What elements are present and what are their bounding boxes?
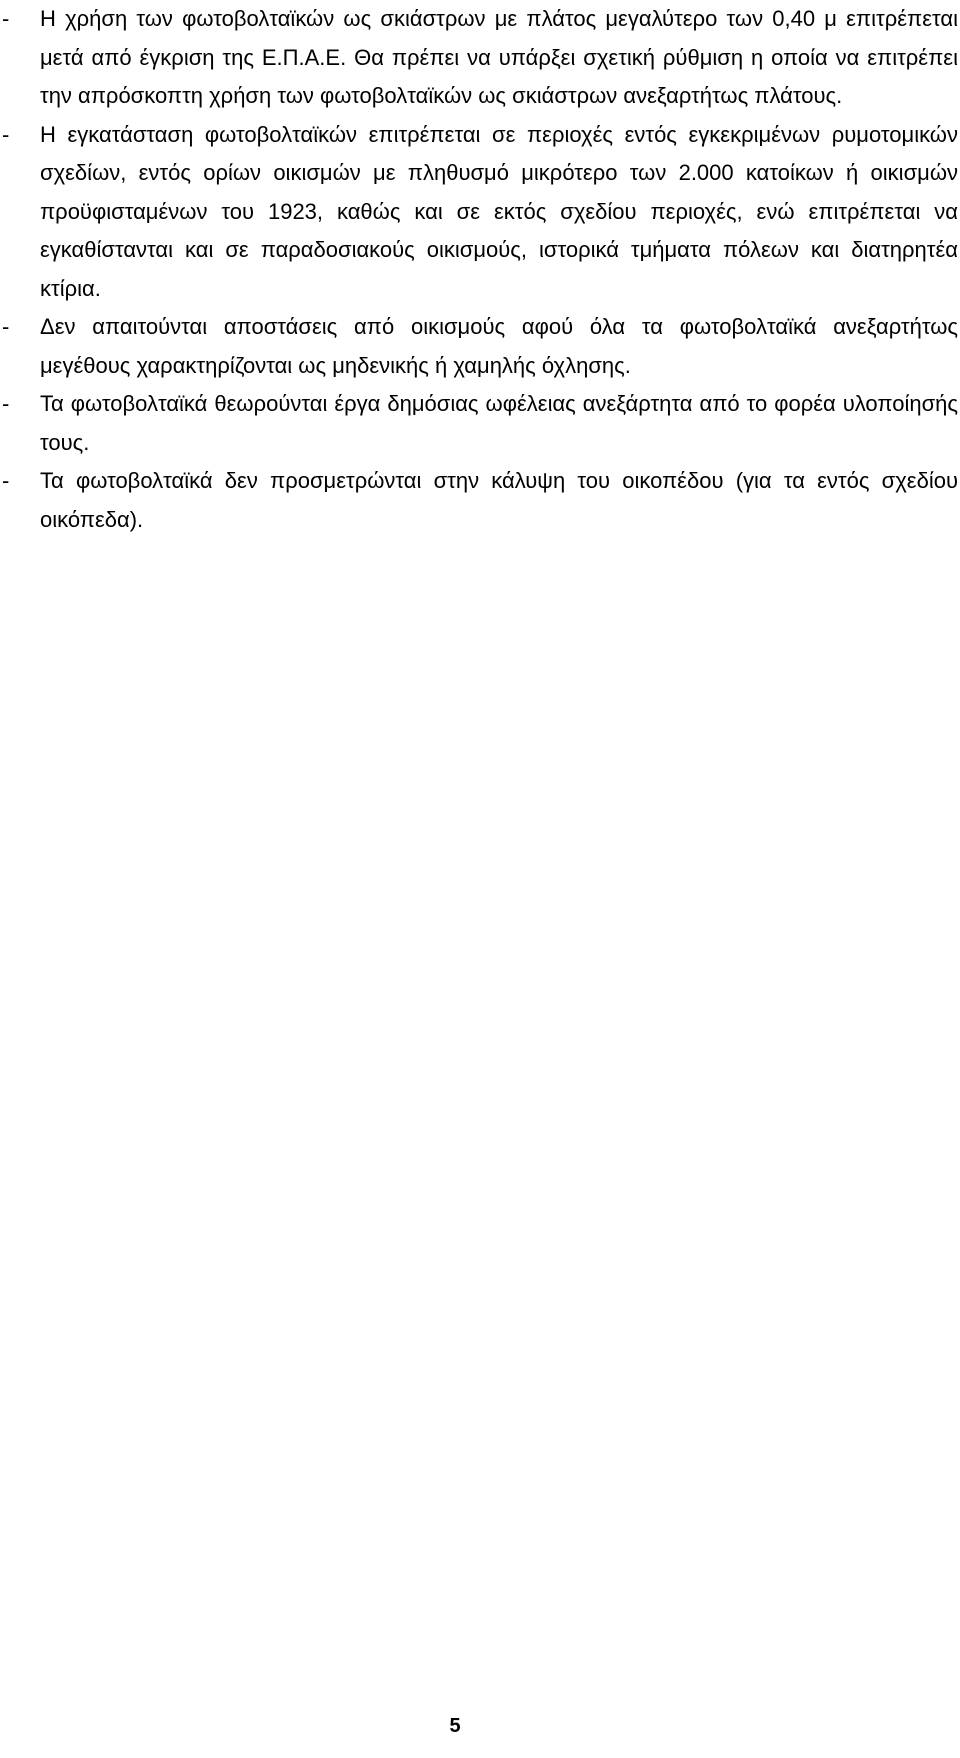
- page-number: 5: [449, 1715, 461, 1737]
- list-item: [0, 385, 958, 462]
- bullet-marker: -: [2, 314, 10, 339]
- bullet-marker: -: [2, 6, 10, 31]
- list-item-text: Τα φωτοβολταϊκά θεωρούνται έργα δημόσιας ωφέλειας ανεξάρτητα από το φορέα υλοποίησής τους.: [40, 391, 958, 455]
- list-item-text: Τα φωτοβολταϊκά δεν προσμετρώνται στην κάλυψη του οικοπέδου (για τα εντός σχεδίου οικόπεδα).: [40, 468, 958, 532]
- list-item-text: Η χρήση των φωτοβολταϊκών ως σκιάστρων με πλάτος μεγαλύτερο των 0,40 μ επιτρέπεται μετά από έγκριση της Ε.Π.Α.Ε. Θα πρέπει να υπάρξει σχετική ρύθμιση η οποία να επιτρέπει την απρόσκοπτη χρήση των φωτοβολταϊκών ως σκιάστρων ανεξαρτήτως πλάτους.: [40, 6, 958, 108]
- bullet-list: [0, 0, 958, 539]
- list-item-text: Δεν απαιτούνται αποστάσεις από οικισμούς αφού όλα τα φωτοβολταϊκά ανεξαρτήτως μεγέθους χαρακτηρίζονται ως μηδενικής ή χαμηλής όχλησης.: [40, 314, 958, 378]
- list-item: [0, 308, 958, 385]
- bullet-marker: -: [2, 121, 10, 147]
- list-item: [0, 462, 958, 539]
- list-item-text: Η εγκατάσταση φωτοβολταϊκών επιτρέπεται σε περιοχές εντός εγκεκριμένων ρυμοτομικών σχεδίων, εντός ορίων οικισμών με πληθυσμό μικρότερο των 2.000 κατοίκων ή οικισμών προϋφισταμένων του 1923, καθώς και σε εκτός σχεδίου περιοχές, ενώ επιτρέπεται να εγκαθίστανται και σε παραδοσιακούς οικισμούς, ιστορικά τμήματα πόλεων και διατηρητέα κτίρια.: [40, 121, 958, 301]
- bullet-marker: -: [2, 391, 10, 416]
- bullet-marker: -: [2, 468, 10, 493]
- list-item: [0, 116, 958, 309]
- list-item: [0, 0, 958, 116]
